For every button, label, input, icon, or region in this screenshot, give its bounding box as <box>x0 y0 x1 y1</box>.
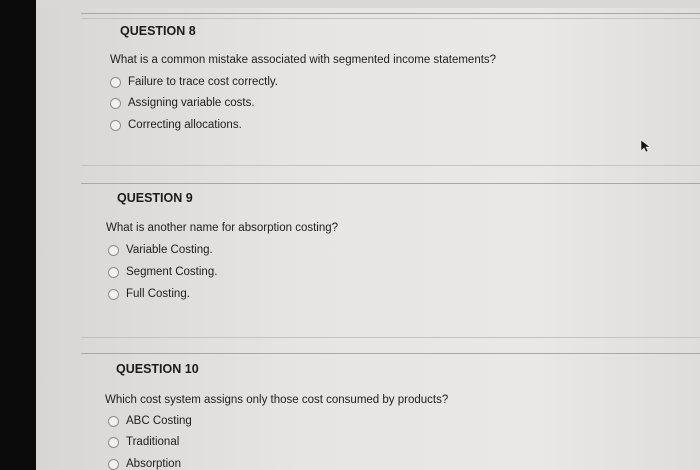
divider <box>81 18 700 19</box>
option-radio[interactable] <box>108 433 179 451</box>
option-radio[interactable] <box>108 241 213 259</box>
quiz-page <box>36 0 700 470</box>
radio-button[interactable] <box>108 459 119 470</box>
question-title: QUESTION 10 <box>116 362 199 376</box>
divider <box>81 337 700 338</box>
option-radio[interactable] <box>108 263 217 281</box>
divider <box>81 183 700 184</box>
option-label: Correcting allocations. <box>128 119 242 131</box>
question-text: What is a common mistake associated with segmented income statements? <box>110 54 497 66</box>
question-text: What is another name for absorption costing? <box>106 222 339 234</box>
option-label: Failure to trace cost correctly. <box>128 76 278 88</box>
radio-button[interactable] <box>110 77 121 88</box>
divider <box>81 13 700 14</box>
question-title: QUESTION 9 <box>117 191 193 205</box>
option-label: Full Costing. <box>126 288 190 300</box>
option-radio[interactable] <box>108 285 190 303</box>
radio-button[interactable] <box>108 245 119 256</box>
question-title: QUESTION 8 <box>120 24 196 38</box>
radio-button[interactable] <box>108 416 119 427</box>
option-label: Assigning variable costs. <box>128 97 255 109</box>
option-radio[interactable] <box>110 73 278 91</box>
option-label: Traditional <box>126 436 180 448</box>
divider <box>81 353 700 354</box>
mouse-cursor-icon <box>640 139 652 153</box>
radio-button[interactable] <box>110 120 121 131</box>
divider <box>81 165 700 166</box>
radio-button[interactable] <box>110 98 121 109</box>
option-radio[interactable] <box>110 116 242 134</box>
radio-button[interactable] <box>108 289 119 300</box>
option-radio[interactable] <box>110 94 255 112</box>
option-label: Variable Costing. <box>126 244 213 256</box>
radio-button[interactable] <box>108 267 119 278</box>
option-label: Absorption <box>126 458 181 470</box>
option-label: ABC Costing <box>126 415 192 427</box>
option-radio[interactable] <box>108 412 192 430</box>
top-bar <box>36 0 700 8</box>
radio-button[interactable] <box>108 437 119 448</box>
option-radio[interactable] <box>108 455 181 470</box>
question-text: Which cost system assigns only those cost consumed by products? <box>105 394 449 406</box>
option-label: Segment Costing. <box>126 266 218 278</box>
